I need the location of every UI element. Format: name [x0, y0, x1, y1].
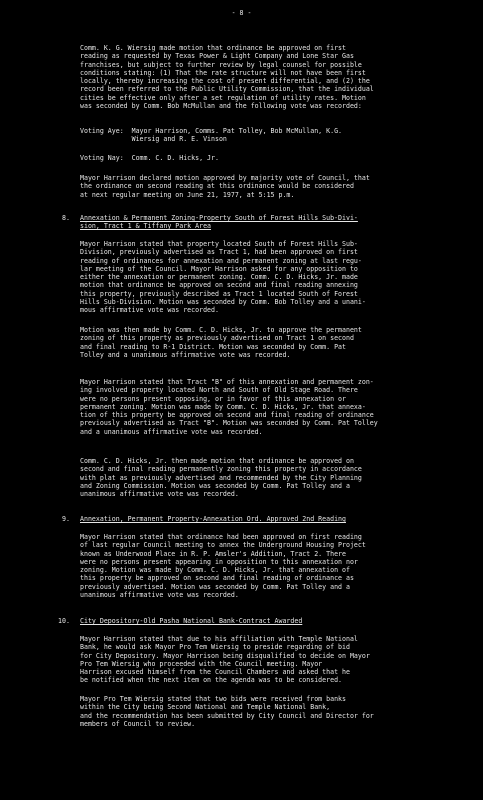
- item-8-paragraph-3: Mayor Harrison stated that Tract "B" of this annexation and permanent zon- ing involved property located North and South of Old Stage Road. There were no persons present opposing, or in favor of this annexation or permanent zoning. Motion was made by Comm. C. D. Hicks, Jr. that annexa- tion of this property be approved on second and final reading of ordinance previously advertised as Tract "B". Motion was seconded by Comm. Pat Tolley and a unanimous affirmative vote was recorded.: [80, 378, 378, 436]
- motion-paragraph: Comm. K. G. Wiersig made motion that ordinance be approved on first reading as requested by Texas Power & Light Company and Lone Star Gas franchises, but subject to further review by legal counsel for possible conditions stating: (1) That the rate structure will not have been first locally, thereby increasing the cost of present differential, and (2) the record been referred to the Public Utility Commission, that the individual cities be effective only after a set regulation of utility rates. Motion was seconded by Comm. Bob McMullan and the following vote was recorded:: [80, 44, 374, 111]
- item-10-title: City Depository-Old Pasha National Bank-Contract Awarded: [80, 617, 303, 625]
- item-8-title-line2: sion, Tract 1 & Tiffany Park Area: [80, 222, 212, 230]
- item-8-title: Annexation & Permanent Zoning-Property South of Forest Hills Sub-Divi-: [80, 214, 358, 222]
- page-number: - 8 -: [231, 9, 252, 17]
- item-8-paragraph-2: Motion was then made by Comm. C. D. Hicks, Jr. to approve the permanent zoning of this property as previously advertised on Tract 1 on second and final reading to R-1 District. Motion was seconded by Comm. Pat Tolley and a unanimous affirmative vote was recorded.: [80, 326, 362, 359]
- item-9-number: 9.: [62, 515, 70, 523]
- item-10-paragraph-1: Mayor Harrison stated that due to his affiliation with Temple National Bank, he would ask Mayor Pro Tem Wiersig to preside regarding of bid for City Depository. Mayor Harrison being disqualified to decide on Mayor Pro Tem Wiersig who proceeded with the Council meeting. Mayor Harrison excused himself from the Council Chambers and asked that he be notified when the next item on the agenda was to be considered.: [80, 635, 370, 685]
- decision-paragraph: Mayor Harrison declared motion approved by majority vote of Council, that the ordinance on second reading at this ordinance would be considered at next regular meeting on June 21, 1977, at 5:15 p.m.: [80, 174, 370, 199]
- voting-nay-line: Voting Nay: Comm. C. D. Hicks, Jr.: [80, 154, 219, 162]
- item-8-paragraph-1: Mayor Harrison stated that property located South of Forest Hills Sub- Division, previously advertised as Tract 1, had been approved on first reading of ordinances for annexation and permanent zoning at last regu- lar meeting of the Council. Mayor Harrison asked for any opposition to either the annexation or permanent zoning. Comm. C. D. Hicks, Jr. made motion that ordinance be approved on second and final reading annexing this property, previously described as Tract 1 located South of Forest Hills Sub-Division. Motion was seconded by Comm. Bob Tolley and a unani- mous affirmative vote was recorded.: [80, 240, 366, 315]
- item-10-paragraph-2: Mayor Pro Tem Wiersig stated that two bids were received from banks within the City being Second National and Temple National Bank, and the recommendation has been submitted by City Council and Director for members of Council to review.: [80, 695, 374, 728]
- item-8-paragraph-4: Comm. C. D. Hicks, Jr. then made motion that ordinance be approved on second and final reading permanently zoning this property in accordance with plat as previously advertised and recommended by the City Planning and Zoning Commission. Motion was seconded by Comm. Pat Tolley and a unanimous affirmative vote was recorded.: [80, 457, 362, 499]
- item-9-title: Annexation, Permanent Property-Annexation Ord. Approved 2nd Reading: [80, 515, 346, 523]
- voting-aye-line: Voting Aye: Mayor Harrison, Comms. Pat Tolley, Bob McMullan, K.G. Wiersig and R. E. Vinson: [80, 127, 343, 144]
- item-8-number: 8.: [62, 214, 70, 222]
- item-9-paragraph: Mayor Harrison stated that ordinance had been approved on first reading of last regular Council meeting to annex the Underground Housing Project known as Underwood Place in R. P. Amsler's Addition, Tract 2. There were no persons present appearing in opposition to this annexation nor zoning. Motion was made by Comm. C. D. Hicks, Jr. that annexation of this property be approved on second and final reading of ordinance as previously advertised. Motion was seconded by Comm. Pat Tolley and a unanimous affirmative vote was recorded.: [80, 533, 366, 600]
- item-10-number: 10.: [58, 617, 70, 625]
